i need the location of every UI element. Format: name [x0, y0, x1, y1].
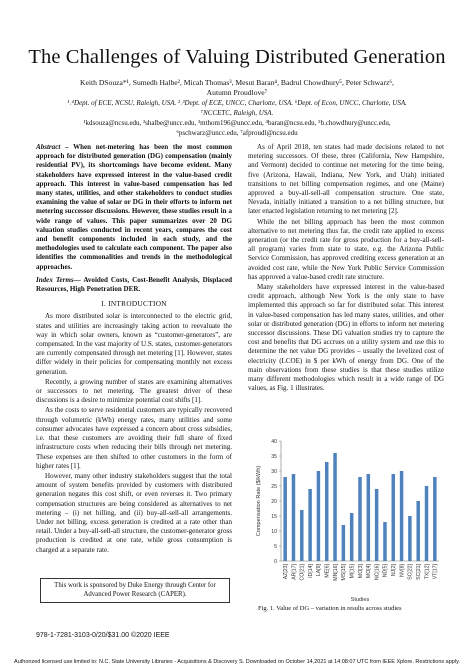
- x-tick-label: NJ[2]: [391, 564, 398, 577]
- index-terms-label: Index Terms: [36, 275, 74, 284]
- bar-MO[4]: [367, 474, 370, 561]
- author-names-cont: Autumn Proudlove⁷: [206, 88, 268, 98]
- figure-caption: Fig. 1. Value of DG – variation in results across studies: [258, 605, 402, 612]
- affiliations-cont: ⁷NCCETC, Raleigh, USA.: [200, 109, 274, 118]
- x-tick-label: SC[21]: [416, 564, 423, 580]
- bar-MI[15]: [350, 513, 353, 561]
- x-tick-label: SC[22]: [407, 564, 414, 580]
- y-tick-label: 20: [271, 498, 277, 505]
- bar-ID[14]: [308, 489, 311, 561]
- x-tick-label: ME[6]: [324, 564, 331, 578]
- license-notice: Authorized licensed use limited to: N.C. State University Libraries - Acquisitions & Discovery S. Downloaded on October 14,2021 at 14:08:07 UTC from IEEE Xplore. Restrictions apply.: [14, 659, 460, 665]
- author-block: [14, 78, 460, 139]
- index-terms: [36, 276, 232, 294]
- x-tick-label: CO[21]: [299, 564, 306, 581]
- y-tick-label: 10: [271, 528, 277, 535]
- x-axis: [281, 561, 439, 581]
- x-tick-label: ND[5]: [382, 564, 389, 578]
- paper-title: The Challenges of Valuing Distributed Generation: [28, 46, 446, 68]
- x-axis-label: Studies: [350, 597, 370, 603]
- y-tick-label: 0: [274, 558, 277, 565]
- bar-AZ[23]: [283, 477, 286, 561]
- bar-NV[8]: [400, 471, 403, 561]
- x-tick-label: MN[16]: [332, 564, 339, 581]
- bar-AR[17]: [292, 474, 295, 561]
- x-tick-label: ID[14]: [307, 564, 314, 578]
- y-tick-label: 30: [271, 468, 277, 475]
- x-tick-label: MO[3]: [357, 564, 364, 579]
- bar-NJ[2]: [392, 474, 395, 561]
- x-tick-label: NC[16]: [374, 564, 381, 581]
- bar-SC[21]: [416, 501, 419, 561]
- x-tick-label: MI[15]: [349, 564, 356, 579]
- body-paragraph: As of April 2018, ten states had made decisions related to net metering successors. Of these, three (California, New Hampshire, and Vermont) decided to continue net metering for the time being, five (Arizona, Hawaii, Indiana, New York, and Utah) initiated transitions to net billing compensation regimes, and one (Maine) approved a buy-all-sell-all compensation structure. One state, Nevada, initially initiated a transition to a net billing structure, but later enacted legislation returning to net metering [2].: [248, 143, 444, 216]
- x-tick-label: MS[15]: [341, 564, 348, 581]
- y-tick-label: 25: [271, 483, 277, 490]
- funding-footnote: This work is sponsored by Duke Energy through Center for Advanced Power Research (CAPER).: [40, 578, 230, 603]
- bar-MS[15]: [342, 525, 345, 561]
- y-tick-label: 15: [271, 513, 277, 520]
- x-tick-label: TX[12]: [424, 564, 431, 580]
- bar-LA[9]: [317, 471, 320, 561]
- body-paragraph: As more distributed solar is interconnected to the electric grid, states and utilities are increasingly taking action to reevaluate the way in which solar owners, known as “customer-generators”, are compensated. In the vast majority of U.S. states, customer-generators are currently compensated through net metering [1]. However, states differ widely in their policies for compensating monthly net excess generation.: [36, 312, 232, 376]
- right-column: [248, 143, 444, 394]
- body-paragraph: While the net billing approach has been the most common alternative to net metering thus far, the credit rate applied to excess generation (or the credit rate for gross production for a buy-all-sell-all program) varies from state to state, e.g. the Arizona Public Service Commission, has approved crediting excess generation at an avoided cost rate, while the New York Public Service Commission has approved a value-based credit rate structure.: [248, 217, 444, 281]
- x-tick-label: NV[8]: [399, 564, 406, 577]
- section-heading-introduction: I. INTRODUCTION: [101, 299, 167, 309]
- bar-MO[3]: [358, 477, 361, 561]
- y-tick-label: 40: [271, 438, 277, 445]
- bar-ME[6]: [325, 462, 328, 561]
- affiliations: ¹˒⁴Dept. of ECE, NCSU, Raleigh, USA. ²˒³Dept. of ECE, UNCC, Charlotte, USA. ⁶Dept. of Econ, UNCC, Charlotte, USA.: [67, 99, 407, 108]
- bar-SC[22]: [408, 516, 411, 561]
- body-paragraph: Recently, a growing number of states are examining alternatives or successors to net metering. The greatest driver of these discussions is a desire to minimize potential cost shifts [1].: [36, 377, 232, 405]
- y-tick-label: 35: [271, 453, 277, 460]
- x-tick-label: AR[17]: [291, 564, 298, 580]
- x-tick-label: AZ[23]: [282, 564, 289, 580]
- abstract: [36, 143, 232, 272]
- x-tick-label: LA[9]: [316, 564, 323, 577]
- author-names: Keith DSouza*¹, Sumedh Halbe², Micah Thomas³, Mesut Baran⁴, Badrul Chowdhury⁵, Peter Schwarz⁶,: [80, 78, 394, 87]
- abstract-text: – When net-metering has been the most common approach for distributed generation (DG) compensation (mainly residential PV), its shortcomings have become evident. Many stakeholders have expressed interest in the value-based credit approach. This interest in value-based compensation has led many states, utilities, and other stakeholders to conduct studies examining the value of solar or DG in their efforts to inform net metering successor discussions. However, these studies result in a wide range of values. This paper summarizes over 20 DG valuation studies conducted in recent years, compares the cost and benefit components included in each study, and the methodologies used to calculate each component. The paper also identifies the commonalities and trends in the methodological approaches.: [36, 143, 232, 271]
- author-emails: ¹kdsouza@ncsu.edu, ²shalbe@uncc.edu, ³mthom196@uncc.edu, ⁴baran@ncsu.edu, ⁵b.chowdhury@uncc.edu,: [83, 119, 391, 128]
- body-paragraph: However, many other industry stakeholders suggest that the total amount of system benefits provided by customers with distributed generation negates this cost shift, or even reverses it. Two primary compensation structures are being considered as alternatives to net metering – (i) net billing, and (ii) buy-all-sell-all arrangements. Under net billing, excess generation is credited at a rate other than retail. Under a buy-all-sell-all structure, the customer-generator gross production is credited at one rate, while gross consumption is charged at a separate rate.: [36, 471, 232, 554]
- bar-MN[16]: [333, 453, 336, 561]
- y-axis-label: Compensation Rate ($/kWh): [256, 465, 262, 537]
- bar-chart: [251, 433, 447, 605]
- figure-1-chart: [251, 433, 447, 605]
- author-emails-cont: ⁶pschwarz@uncc.edu, ⁷afproudl@ncsu.edu: [176, 129, 298, 138]
- index-terms-text: — Avoided Costs, Cost-Benefit Analysis, Displaced Resources, High Penetration DER.: [36, 275, 232, 294]
- bar-TX[12]: [425, 486, 428, 561]
- y-tick-label: 5: [274, 543, 277, 550]
- bar-series: [283, 453, 436, 561]
- abstract-label: Abstract: [36, 143, 61, 151]
- body-paragraph: As the costs to serve residential customers are typically recovered through volumetric (kWh) energy rates, many utilities and some consumer advocates have expressed a concern about cross subsidies, i.e. that these customers are avoiding their full share of fixed infrastructure costs when reducing their bills through net metering. These expenses are then shifted to other customers in the form of higher rates [1].: [36, 406, 232, 470]
- bar-NC[16]: [375, 489, 378, 561]
- body-paragraph: Many stakeholders have expressed interest in the value-based credit approach, although New York is the only state to have implemented this approach so far for distributed solar. This interest in value-based compensation has led many states, utilities, and other solar or distributed generation (DG) in efforts to inform net metering successor discussions. These DG valuation studies try to capture the cost and benefits that DG accrues on a utility system and use this to determine the net value DG provides – usually the levelized cost of electricity (LCOE) in $ per kWh of energy from DG. One of the main observations from these studies is that these studies utilize many different methodologies which result in a wide range of DG values, as Fig. 1 illustrates.: [248, 283, 444, 393]
- y-axis: [271, 439, 281, 565]
- isbn-copyright: 978-1-7281-3103-0/20/$31.00 ©2020 IEEE: [36, 632, 170, 639]
- left-column: [36, 143, 232, 556]
- x-tick-label: VT[17]: [432, 564, 439, 580]
- bar-VT[17]: [433, 477, 436, 561]
- bar-CO[21]: [300, 510, 303, 561]
- bar-ND[5]: [383, 522, 386, 561]
- x-tick-label: MO[4]: [366, 564, 373, 579]
